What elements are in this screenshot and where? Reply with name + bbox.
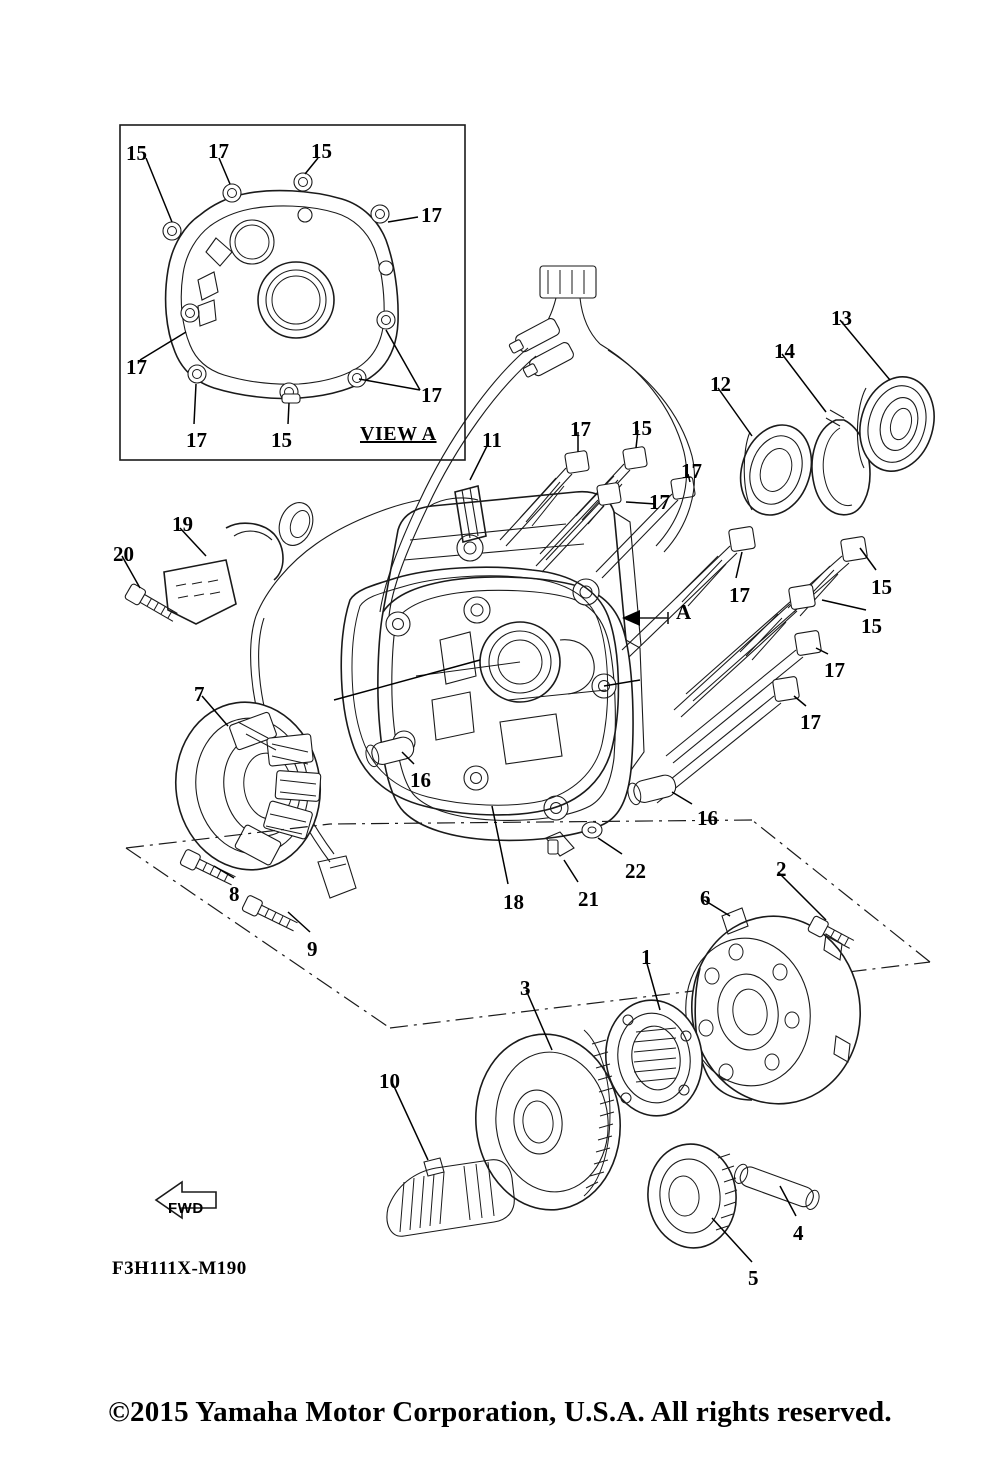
callout-17-inset-5: 17	[421, 383, 442, 407]
callout-9: 9	[307, 937, 318, 961]
callout-3: 3	[520, 976, 531, 1000]
callout-19: 19	[172, 512, 193, 536]
callout-6: 6	[700, 886, 711, 910]
callout-17-a: 17	[570, 417, 591, 441]
callout-12: 12	[710, 372, 731, 396]
part-number-label: F3H111X-M190	[112, 1258, 247, 1279]
callout-14: 14	[774, 339, 795, 363]
callout-13: 13	[831, 306, 852, 330]
view-a-inset	[120, 125, 465, 460]
callout-17-b: 17	[681, 459, 702, 483]
callout-17-inset-1: 17	[208, 139, 229, 163]
callout-5: 5	[748, 1266, 759, 1290]
callout-1: 1	[641, 945, 652, 969]
callout-21: 21	[578, 887, 599, 911]
callout-15-b: 15	[871, 575, 892, 599]
stator-assembly	[165, 693, 331, 935]
callout-22: 22	[625, 859, 646, 883]
callout-15-c: 15	[861, 614, 882, 638]
rotor-group	[387, 905, 872, 1252]
callout-17-inset-4: 17	[186, 428, 207, 452]
callout-17-c: 17	[649, 490, 670, 514]
callout-18: 18	[503, 890, 524, 914]
callout-15-inset-3: 15	[271, 428, 292, 452]
callout-15-a: 15	[631, 416, 652, 440]
callout-11: 11	[482, 428, 502, 452]
section-arrow-label: A	[676, 600, 692, 624]
callout-17-e: 17	[824, 658, 845, 682]
bearing-seal-group	[729, 368, 944, 524]
callout-2: 2	[776, 857, 787, 881]
copyright-notice: ©2015 Yamaha Motor Corporation, U.S.A. All rights reserved.	[108, 1396, 892, 1428]
callout-4: 4	[793, 1221, 804, 1245]
fwd-label: FWD	[168, 1200, 204, 1217]
crankcase-cover	[341, 492, 644, 841]
callout-8: 8	[229, 882, 240, 906]
callout-17-inset-2: 17	[421, 203, 442, 227]
callout-17-inset-3: 17	[126, 355, 147, 379]
callout-7: 7	[194, 682, 205, 706]
callout-17-f: 17	[800, 710, 821, 734]
callout-17-d: 17	[729, 583, 750, 607]
view-a-title: VIEW A	[360, 423, 437, 445]
callout-16-b: 16	[697, 806, 718, 830]
callout-10: 10	[379, 1069, 400, 1093]
callout-15-inset-2: 15	[311, 139, 332, 163]
callout-15-inset-1: 15	[126, 141, 147, 165]
callout-20: 20	[113, 542, 134, 566]
callout-16-a: 16	[410, 768, 431, 792]
